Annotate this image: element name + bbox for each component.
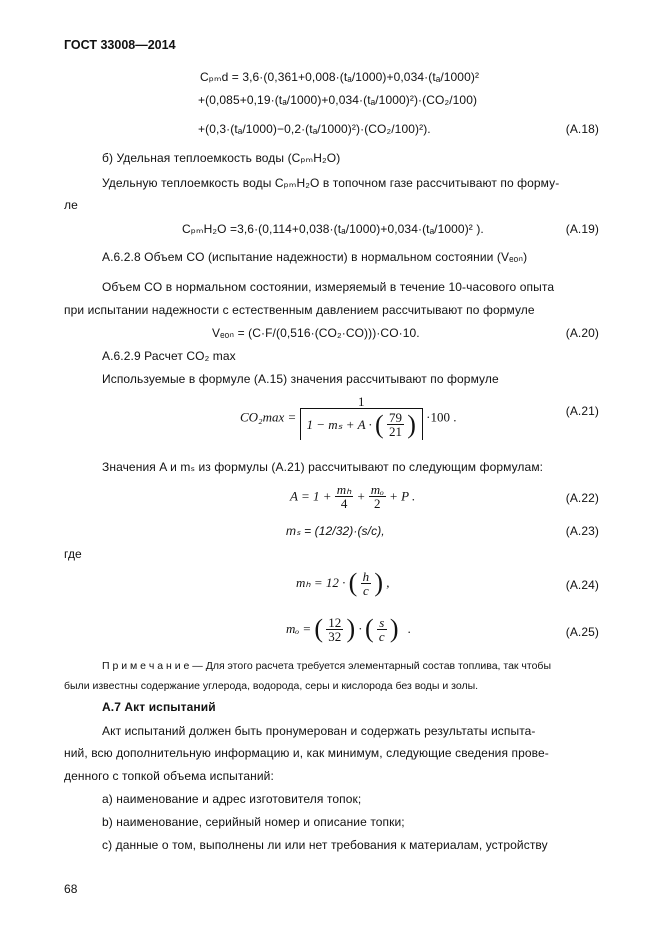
equation-a21-lhs: CO₂max = [240, 409, 297, 425]
equation-a25-paren2-left: ( [364, 614, 374, 643]
list-item-a: а) наименование и адрес изготовителя топок; [102, 792, 362, 806]
section-a7-title: A.7 Акт испытаний [102, 700, 216, 714]
section-a628-para-line1: Объем CO в нормальном состоянии, измеряемый в течение 10-часового опыта [102, 280, 555, 294]
list-item-b: b) наименование, серийный номер и описание топки; [102, 815, 405, 829]
equation-number-a20: (A.20) [565, 326, 599, 340]
section-b-title: б) Удельная теплоемкость воды (CₚₘH₂O) [102, 151, 341, 165]
section-b-para-line2: ле [64, 198, 78, 212]
section-a7-para-line1: Акт испытаний должен быть пронумерован и содержать результаты испыта- [102, 724, 536, 738]
equation-a25-tail: . [407, 621, 412, 636]
equation-a24-frac [361, 570, 372, 597]
equation-a25-frac2 [377, 616, 387, 643]
equation-a22-frac2-num: mₒ [370, 482, 384, 497]
equation-a25-frac2-num: s [377, 616, 387, 630]
section-a629-title: A.6.2.9 Расчет CO₂ max [102, 349, 236, 363]
equation-a22-frac2 [369, 483, 386, 510]
equation-a21-inner-den: 21 [388, 424, 402, 439]
note-line2: были известны содержание углерода, водорода, серы и кислорода без воды и золы. [64, 680, 479, 692]
equation-a22-tail: + P . [389, 488, 416, 504]
equation-a24-right-paren: ) [374, 568, 384, 597]
equation-a22-lhs: A = 1 + [290, 488, 332, 504]
note-text-line1: Для этого расчета требуется элементарный состав топлива, так чтобы [205, 660, 551, 672]
equation-a21-numerator: 1 [300, 395, 423, 409]
equation-a25-frac1 [326, 616, 343, 643]
page-number: 68 [64, 882, 78, 896]
equation-a25 [286, 614, 411, 644]
values-paragraph: Значения A и mₛ из формулы (A.21) рассчитывают по следующим формулам: [102, 460, 544, 474]
equation-a22-frac2-den: 2 [374, 496, 381, 511]
equation-a21-fraction [300, 395, 423, 440]
equation-a21-right-paren: ) [407, 410, 416, 439]
equation-a18-line1: Cₚₘd = 3,6·(0,361+0,008·(tₐ/1000)+0,034·(tₐ/1000)² [200, 70, 480, 84]
equation-a25-frac1-num: 12 [328, 614, 342, 630]
equation-a19: CₚₘH₂O =3,6·(0,114+0,038·(tₐ/1000)+0,034·(tₐ/1000)² ). [182, 222, 484, 236]
equation-a25-frac2-den: c [378, 628, 385, 644]
equation-a23: mₛ = (12/32)·(s/c), [286, 524, 385, 538]
equation-a22 [290, 483, 415, 510]
equation-a18-line3: +(0,3·(tₐ/1000)−0,2·(tₐ/1000)²)·(CO₂/100)²). [198, 122, 431, 136]
equation-number-a19: (A.19) [565, 222, 599, 236]
equation-a21-tail: ·100 . [426, 409, 457, 425]
section-a7-para-line3: денного с топкой объема испытаний: [64, 769, 274, 783]
equation-a21-left-paren: ( [375, 410, 384, 439]
equation-a25-paren1-right: ) [346, 614, 356, 643]
equation-number-a24: (A.24) [565, 578, 599, 592]
equation-a24 [296, 568, 390, 598]
equation-a22-frac1-den: 4 [340, 496, 348, 511]
list-item-c: c) данные о том, выполнены ли или нет требования к материалам, устройству [102, 838, 548, 852]
equation-a25-paren2-right: ) [389, 614, 399, 643]
note-line1 [102, 660, 551, 672]
where-label: где [64, 547, 82, 561]
section-a628-title: A.6.2.8 Объем CO (испытание надежности) в нормальном состоянии (Vₑₒₙ) [102, 250, 528, 264]
equation-a24-left-paren: ( [348, 568, 358, 597]
equation-a21-inner-num: 79 [388, 410, 402, 425]
equation-a24-tail: , [386, 575, 390, 590]
section-a7-para-line2: ний, всю дополнительную информацию и, как минимум, следующие сведения прове- [64, 746, 549, 760]
equation-number-a23: (A.23) [565, 524, 599, 538]
section-b-para-line1: Удельную теплоемкость воды CₚₘH₂O в топочном газе рассчитывают по форму- [102, 176, 560, 190]
note-label: П р и м е ч а н и е — [102, 660, 206, 672]
equation-a20: Vₑₒₙ = (C·F/(0,516·(CO₂·CO)))·CO·10. [212, 326, 420, 340]
equation-a25-frac1-den: 32 [328, 628, 342, 644]
equation-a24-frac-num: h [362, 568, 370, 584]
equation-number-a25: (A.25) [565, 625, 599, 639]
equation-a21-den-text: 1 − mₛ + A · [306, 417, 372, 432]
equation-a24-frac-den: c [362, 582, 369, 598]
equation-a21-inner-fraction [387, 411, 404, 438]
section-a629-para: Используемые в формуле (A.15) значения рассчитывают по формуле [102, 372, 499, 386]
equation-a21 [240, 395, 456, 440]
equation-number-a21: (A.21) [565, 404, 599, 418]
equation-a24-lhs: mₕ = 12 · [296, 575, 346, 590]
equation-a25-paren1-left: ( [314, 614, 324, 643]
equation-a22-plus: + [356, 488, 366, 504]
equation-a21-denominator [300, 409, 423, 440]
equation-a18-line2: +(0,085+0,19·(tₐ/1000)+0,034·(tₐ/1000)²)·(CO₂/100) [198, 93, 478, 107]
equation-a25-lhs: mₒ = [286, 621, 312, 636]
equation-a22-frac1 [335, 483, 354, 510]
equation-a22-frac1-num: mₕ [336, 482, 352, 497]
page-header: ГОСТ 33008—2014 [64, 38, 176, 52]
section-a628-para-line2: при испытании надежности с естественным давлением рассчитывают по формуле [64, 303, 535, 317]
equation-number-a22: (A.22) [565, 491, 599, 505]
equation-a25-dot: · [358, 621, 362, 636]
equation-number-a18: (A.18) [565, 122, 599, 136]
